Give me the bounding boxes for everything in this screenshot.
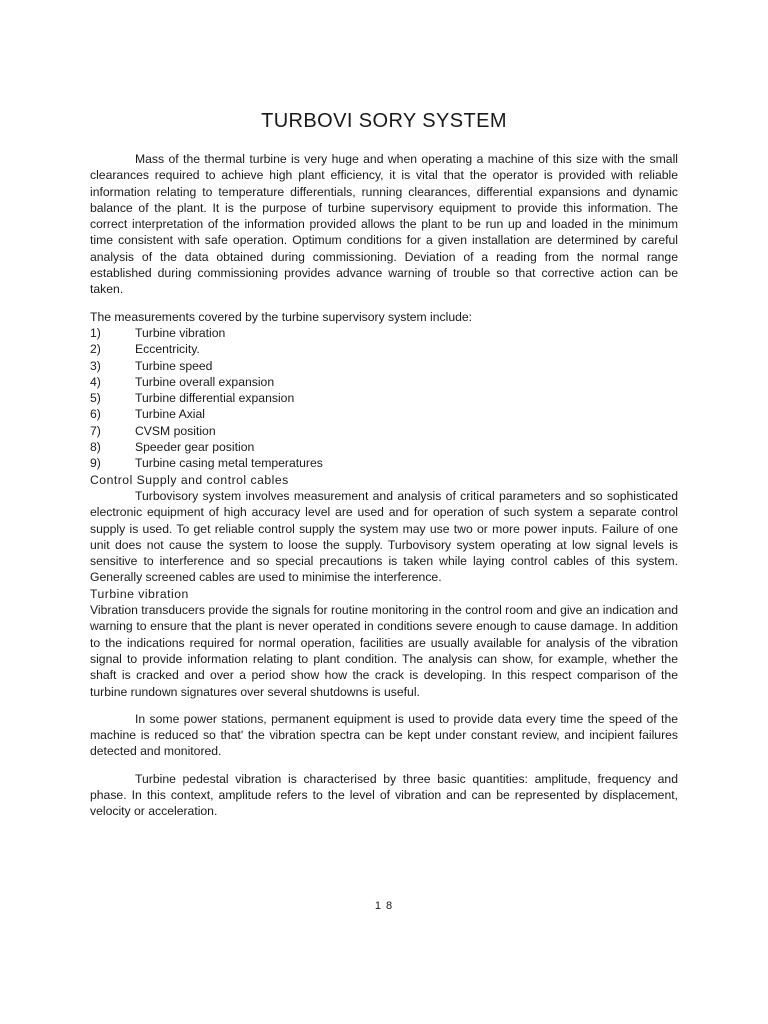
list-item-number: 3) xyxy=(90,358,101,373)
page-content xyxy=(90,108,678,820)
list-item xyxy=(90,439,678,455)
list-item-number: 7) xyxy=(90,423,101,438)
list-item-text: Turbine overall expansion xyxy=(135,374,275,389)
list-item-number: 5) xyxy=(90,391,101,406)
vibration-paragraph-1: Vibration transducers provide the signals for routine monitoring in the control room and give an indication and warning to ensure that the plant is never operated in conditions severe enough to cause damage. In addition to the indications required for normal operation, facilities are usually available for analysis of the vibration signal to provide information relating to plant condition. The analysis can show, for example, whether the shaft is cracked and over a period show how the crack is developing. In this respect comparison of the turbine rundown signatures over several shutdowns is useful. xyxy=(90,603,678,699)
page-title: TURBOVI SORY SYSTEM xyxy=(261,110,507,132)
list-item-text: Turbine casing metal temperatures xyxy=(135,456,323,471)
list-item-number: 8) xyxy=(90,440,101,455)
list-item xyxy=(90,455,678,471)
list-item-number: 1) xyxy=(90,325,101,340)
list-item-text: Turbine differential expansion xyxy=(135,391,295,406)
list-item-text: Turbine speed xyxy=(135,358,213,373)
list-item-text: Eccentricity. xyxy=(135,342,200,357)
list-item-number: 9) xyxy=(90,456,101,471)
list-item-number: 6) xyxy=(90,407,101,422)
list-item-number: 4) xyxy=(90,374,101,389)
section-heading-turbine-vibration: Turbine vibration xyxy=(90,586,189,601)
intro-paragraph: Mass of the thermal turbine is very huge and when operating a machine of this size with the small clearances required to achieve high plant efficiency, it is vital that the operator is provided with reliable information relating to temperature differentials, running clearances, differential expansions and dynamic balance of the plant. It is the purpose of turbine supervisory equipment to provide this information. The correct interpretation of the information provided allows the plant to be run up and loaded in the minimum time consistent with safe operation. Optimum conditions for a given installation are determined by careful analysis of the data obtained during commissioning. Deviation of a reading from the normal range established during commissioning provides advance warning of trouble so that corrective action can be taken. xyxy=(90,152,678,297)
list-item-text: Turbine Axial xyxy=(135,407,205,422)
list-item-text: Turbine vibration xyxy=(135,325,226,340)
list-item xyxy=(90,374,678,390)
list-item xyxy=(90,341,678,357)
list-item xyxy=(90,406,678,422)
vibration-paragraph-2: In some power stations, permanent equipment is used to provide data every time the speed of the machine is reduced so that' the vibration spectra can be kept under constant review, and incipient failures detected and monitored. xyxy=(90,711,678,759)
list-item xyxy=(90,358,678,374)
list-item-text: Speeder gear position xyxy=(135,440,255,455)
list-item-number: 2) xyxy=(90,342,101,357)
section-heading-control-supply: Control Supply and control cables xyxy=(90,472,289,487)
measurements-list xyxy=(90,325,678,472)
control-supply-paragraph: Turbovisory system involves measurement and analysis of critical parameters and so sophisticated electronic equipment of high accuracy level are used and for operation of such system a separate control supply is used. To get reliable control supply the system may use two or more power inputs. Failure of one unit does not cause the system to loose the supply. Turbovisory system operating at low signal levels is sensitive to interference and so special precautions is taken while laying control cables of this system. Generally screened cables are used to minimise the interference. xyxy=(90,488,678,585)
vibration-paragraph-3: Turbine pedestal vibration is characterised by three basic quantities: amplitude, frequency and phase. In this context, amplitude refers to the level of vibration and can be represented by displacement, velocity or acceleration. xyxy=(90,771,678,819)
list-item xyxy=(90,390,678,406)
page-number: 1 8 xyxy=(374,900,394,912)
list-item xyxy=(90,423,678,439)
measurements-intro: The measurements covered by the turbine supervisory system include: xyxy=(90,309,473,324)
list-item-text: CVSM position xyxy=(135,423,216,438)
list-item xyxy=(90,325,678,341)
